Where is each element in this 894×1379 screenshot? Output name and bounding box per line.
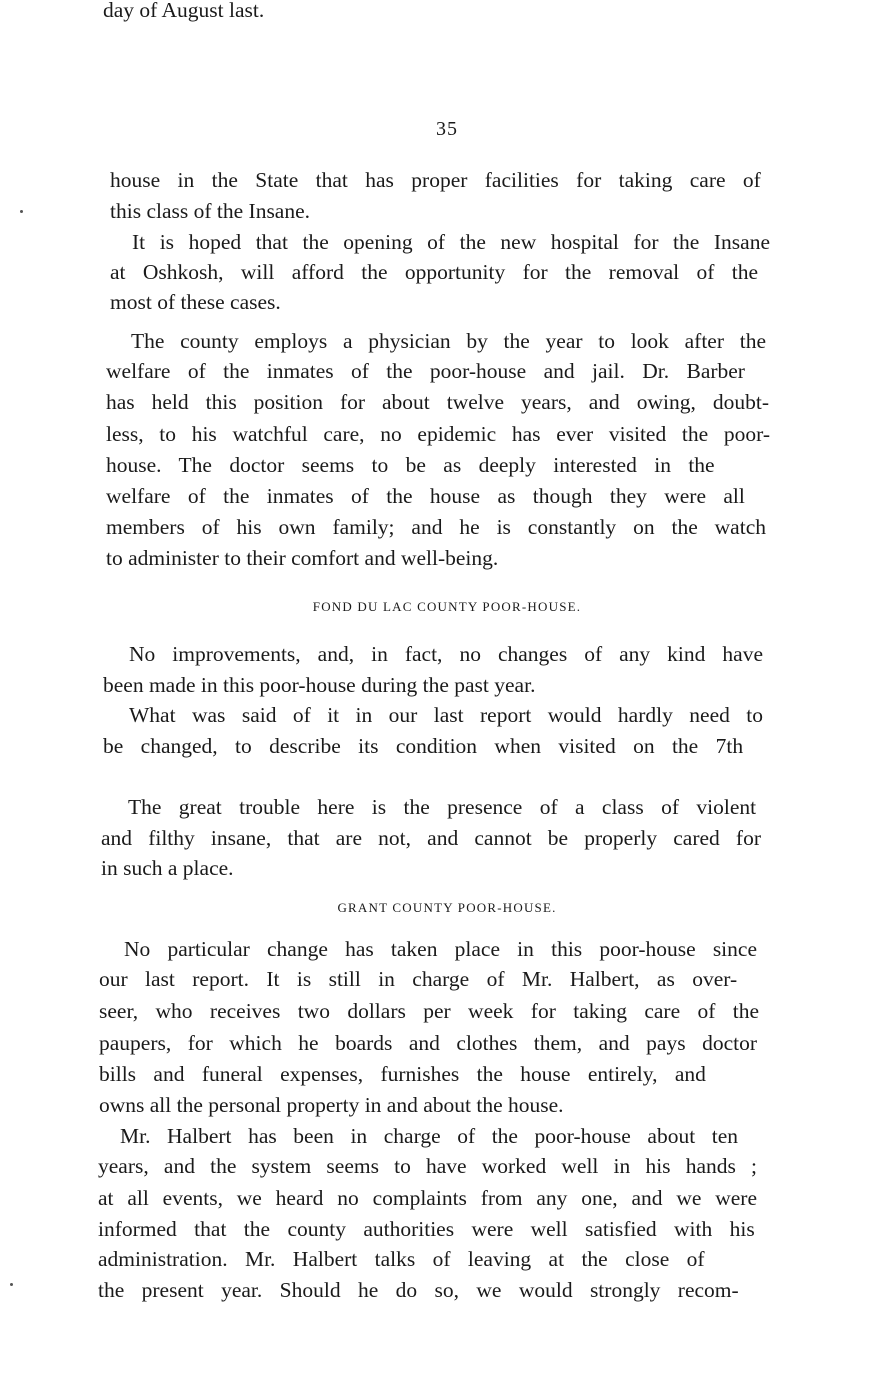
paragraph-line: members of his own family; and he is constantly on the watch — [106, 515, 766, 539]
paragraph-first-line: Mr. Halbert has been in charge of the poor-house about ten — [120, 1124, 738, 1148]
paragraph-first-line: No particular change has taken place in this poor-house since — [124, 937, 757, 961]
section-heading: FOND DU LAC COUNTY POOR-HOUSE. — [312, 599, 582, 614]
paragraph-line: seer, who receives two dollars per week for taking care of the — [99, 999, 760, 1023]
paragraph-first-line: It is hoped that the opening of the new hospital for the Insane — [132, 230, 770, 254]
paragraph-line: this class of the Insane. — [110, 199, 311, 223]
paragraph-line: to administer to their comfort and well-being. — [106, 546, 499, 570]
section-heading: GRANT COUNTY POOR-HOUSE. — [337, 900, 557, 915]
paragraph-line: be changed, to describe its condition when visited on the 7th — [103, 734, 744, 758]
paragraph-line: and filthy insane, that are not, and cannot be properly cared for — [101, 826, 761, 850]
paragraph-line: years, and the system seems to have worked well in his hands ; — [98, 1154, 757, 1178]
paragraph-first-line: What was said of it in our last report would hardly need to — [129, 703, 763, 727]
paragraph-line: day of August last. — [103, 0, 265, 22]
paragraph-line: less, to his watchful care, no epidemic has ever visited the poor- — [106, 422, 770, 446]
paragraph-line: the present year. Should he do so, we would strongly recom- — [98, 1278, 739, 1302]
paragraph-line: informed that the county authorities were well satisfied with his — [98, 1217, 755, 1241]
paper-speck — [10, 1283, 13, 1286]
paragraph-first-line: The great trouble here is the presence of a class of violent — [128, 795, 757, 819]
paragraph-line: most of these cases. — [110, 290, 281, 314]
paragraph-line: our last report. It is still in charge of Mr. Halbert, as over- — [99, 967, 738, 991]
paragraph-line: owns all the personal property in and about the house. — [99, 1093, 564, 1117]
paragraph-first-line: The county employs a physician by the year to look after the — [131, 329, 766, 353]
paragraph-line: welfare of the inmates of the poor-house and jail. Dr. Barber — [106, 359, 745, 383]
paragraph-line: at Oshkosh, will afford the opportunity for the removal of the — [110, 260, 759, 284]
paragraph-line: administration. Mr. Halbert talks of leaving at the close of — [98, 1247, 705, 1271]
page-number: 35 — [436, 118, 458, 140]
paragraph-line: paupers, for which he boards and clothes them, and pays doctor — [99, 1031, 757, 1055]
paper-speck — [20, 210, 23, 213]
paragraph-first-line: house in the State that has proper facilities for taking care of — [110, 168, 761, 192]
paragraph-line: welfare of the inmates of the house as though they were all — [106, 484, 745, 508]
paragraph-first-line: No improvements, and, in fact, no changes of any kind have — [129, 642, 763, 666]
paragraph-line: bills and funeral expenses, furnishes the house entirely, and — [99, 1062, 706, 1086]
paragraph-line: at all events, we heard no complaints from any one, and we were — [98, 1186, 757, 1210]
paragraph-line: house. The doctor seems to be as deeply interested in the — [106, 453, 715, 477]
paragraph-line: has held this position for about twelve years, and owing, doubt- — [106, 390, 769, 414]
paragraph-line: been made in this poor-house during the past year. — [103, 673, 536, 697]
paragraph-line: in such a place. — [101, 856, 234, 880]
